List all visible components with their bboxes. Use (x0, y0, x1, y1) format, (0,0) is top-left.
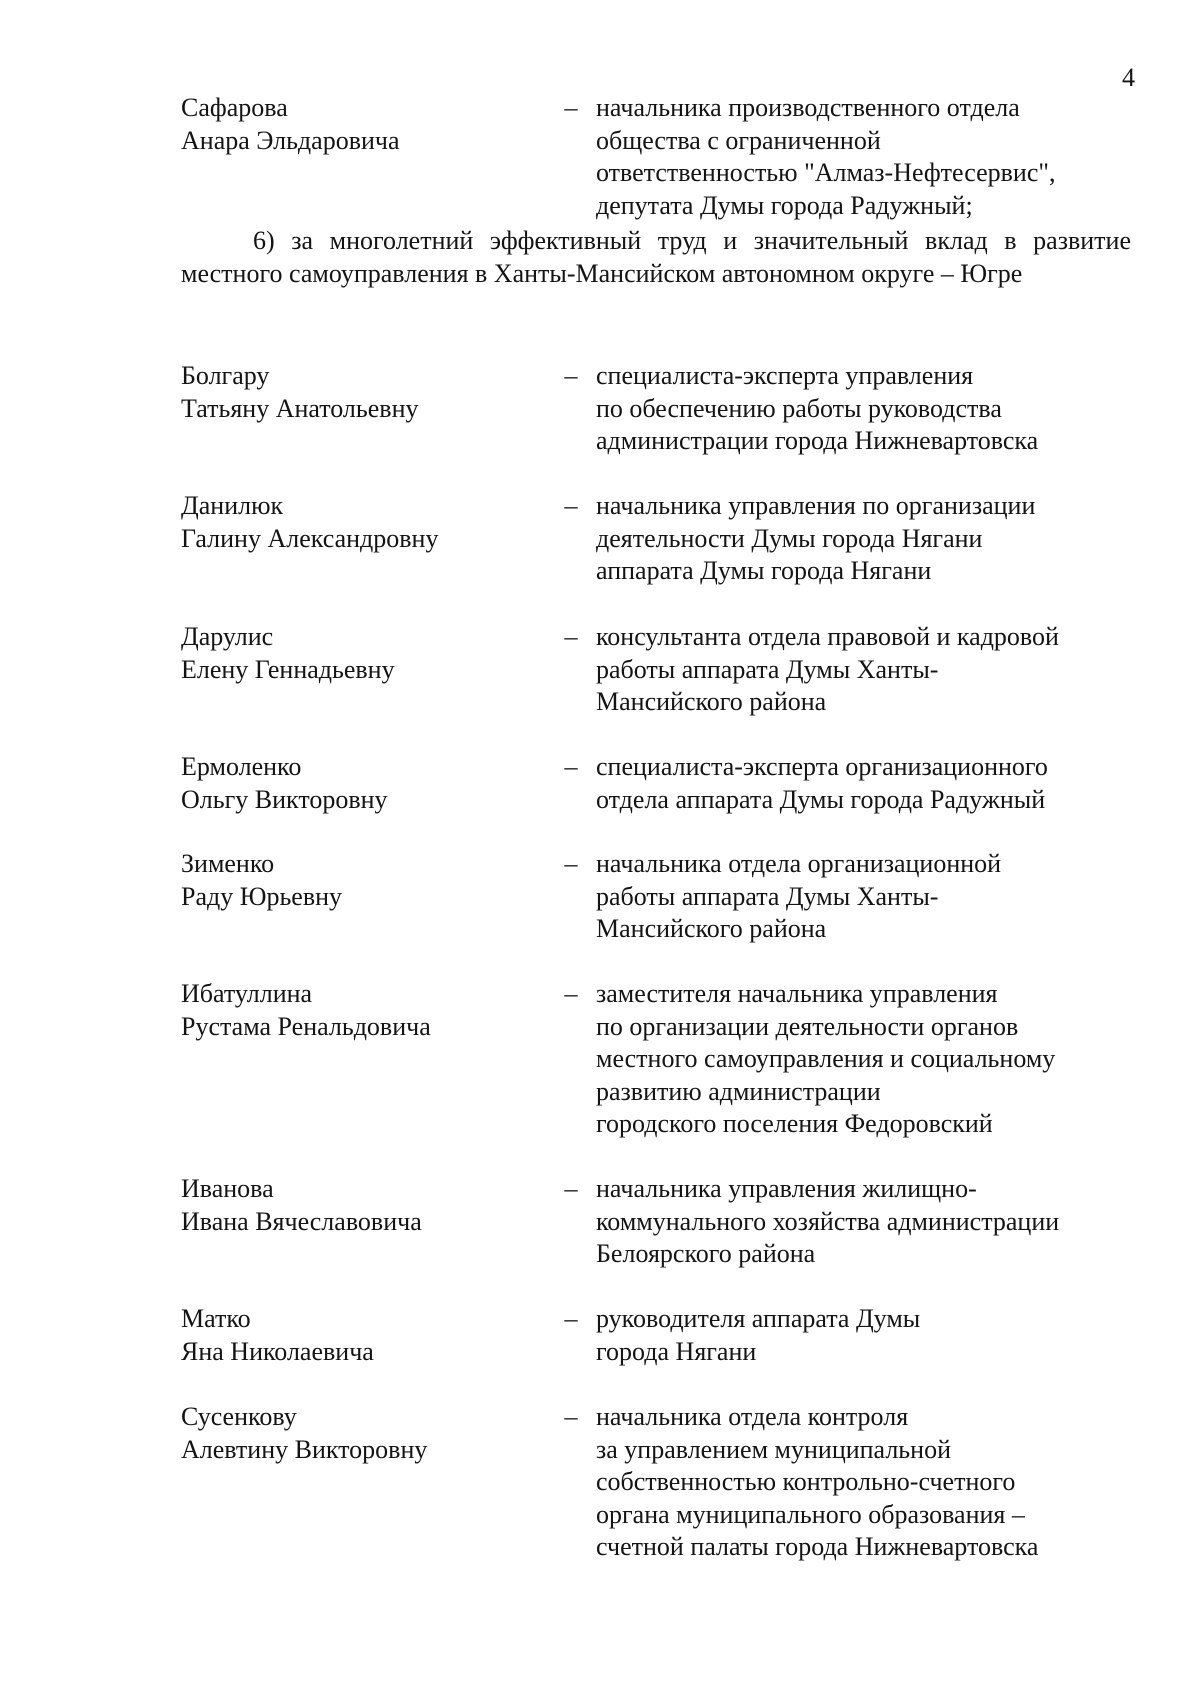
dash-separator: – (564, 622, 578, 651)
dash-separator: – (564, 491, 578, 520)
person-position (596, 978, 1141, 1141)
person-position (596, 751, 1141, 816)
dash-separator: – (564, 979, 578, 1008)
position-line: развитию администрации (596, 1076, 881, 1106)
person-surname: Ермоленко (181, 752, 302, 781)
person-given-name: Рустама Ренальдовича (181, 1011, 431, 1041)
person-given-name: Алевтину Викторовну (181, 1434, 428, 1464)
position-line: начальника управления по организации (596, 491, 1036, 520)
dash-separator: – (564, 93, 578, 122)
person-surname: Сафарова (181, 93, 288, 122)
person-position (596, 360, 1141, 458)
person-given-name: Ольгу Викторовну (181, 784, 388, 814)
person-surname: Ибатуллина (181, 979, 313, 1008)
person-given-name: Елену Геннадьевну (181, 654, 395, 684)
person-name (181, 1303, 541, 1368)
position-line: городского поселения Федоровский (596, 1109, 993, 1138)
dash-separator: – (564, 849, 578, 878)
person-surname: Зименко (181, 849, 275, 878)
position-line: заместителя начальника управления (596, 979, 998, 1008)
person-given-name: Татьяну Анатольевну (181, 393, 419, 423)
person-name (181, 92, 541, 157)
person-given-name: Анара Эльдаровича (181, 125, 400, 155)
person-given-name: Ивана Вячеславовича (181, 1206, 422, 1236)
person-surname: Болгару (181, 361, 270, 390)
dash-separator: – (564, 361, 578, 390)
person-given-name: Яна Николаевича (181, 1336, 374, 1366)
person-name (181, 978, 541, 1043)
position-line: по организации деятельности органов (596, 1011, 1019, 1041)
person-surname: Матко (181, 1304, 251, 1333)
position-line: Белоярского района (596, 1239, 816, 1268)
person-position (596, 92, 1141, 222)
person-name (181, 621, 541, 686)
person-name (181, 1401, 541, 1466)
dash-separator: – (564, 1174, 578, 1203)
position-line: органа муниципального образования – (596, 1499, 1025, 1529)
dash-separator: – (564, 752, 578, 781)
person-given-name: Раду Юрьевну (181, 881, 343, 911)
person-name (181, 751, 541, 816)
person-name (181, 490, 541, 555)
section-paragraph: 6) за многолетний эффективный труд и значительный вклад в развитие местного самоуправления в Ханты-Мансийском автономном округе – Югре (181, 226, 1131, 288)
position-line: за управлением муниципальной (596, 1434, 951, 1464)
position-line: администрации города Нижневартовска (596, 426, 1039, 455)
person-position (596, 1303, 1141, 1368)
person-surname: Иванова (181, 1174, 274, 1203)
person-position (596, 1401, 1141, 1564)
position-line: специалиста-эксперта управления (596, 361, 974, 390)
person-position (596, 1173, 1141, 1271)
page-number: 4 (1122, 63, 1135, 92)
person-surname: Дарулис (181, 622, 274, 651)
position-line: Мансийского района (596, 687, 827, 716)
position-line: консультанта отдела правовой и кадровой (596, 622, 1059, 651)
position-line: общества с ограниченной (596, 125, 881, 155)
position-line: города Нягани (596, 1336, 757, 1366)
person-name (181, 848, 541, 913)
position-line: руководителя аппарата Думы (596, 1304, 921, 1333)
person-given-name: Галину Александровну (181, 523, 439, 553)
position-line: начальника отдела контроля (596, 1402, 909, 1431)
position-line: работы аппарата Думы Ханты- (596, 654, 939, 684)
position-line: коммунального хозяйства администрации (596, 1206, 1060, 1236)
person-surname: Данилюк (181, 491, 284, 520)
person-name (181, 1173, 541, 1238)
dash-separator: – (564, 1304, 578, 1333)
position-line: счетной палаты города Нижневартовска (596, 1532, 1039, 1561)
position-line: деятельности Думы города Нягани (596, 523, 983, 553)
position-line: начальника управления жилищно- (596, 1174, 977, 1203)
position-line: по обеспечению работы руководства (596, 393, 1002, 423)
person-surname: Сусенкову (181, 1402, 297, 1431)
person-name (181, 360, 541, 425)
position-line: работы аппарата Думы Ханты- (596, 881, 939, 911)
person-position (596, 490, 1141, 588)
person-position (596, 848, 1141, 946)
position-line: отдела аппарата Думы города Радужный (596, 784, 1046, 814)
position-line: специалиста-эксперта организационного (596, 752, 1048, 781)
person-position (596, 621, 1141, 719)
position-line: начальника производственного отдела (596, 93, 1020, 122)
position-line: аппарата Думы города Нягани (596, 556, 932, 585)
dash-separator: – (564, 1402, 578, 1431)
position-line: ответственностью "Алмаз-Нефтесервис", (596, 158, 1056, 187)
position-line: местного самоуправления и социальному (596, 1044, 1056, 1073)
position-line: собственностью контрольно-счетного (596, 1467, 1016, 1496)
position-line: депутата Думы города Радужный; (596, 190, 973, 220)
position-line: начальника отдела организационной (596, 849, 1002, 878)
position-line: Мансийского района (596, 914, 827, 943)
